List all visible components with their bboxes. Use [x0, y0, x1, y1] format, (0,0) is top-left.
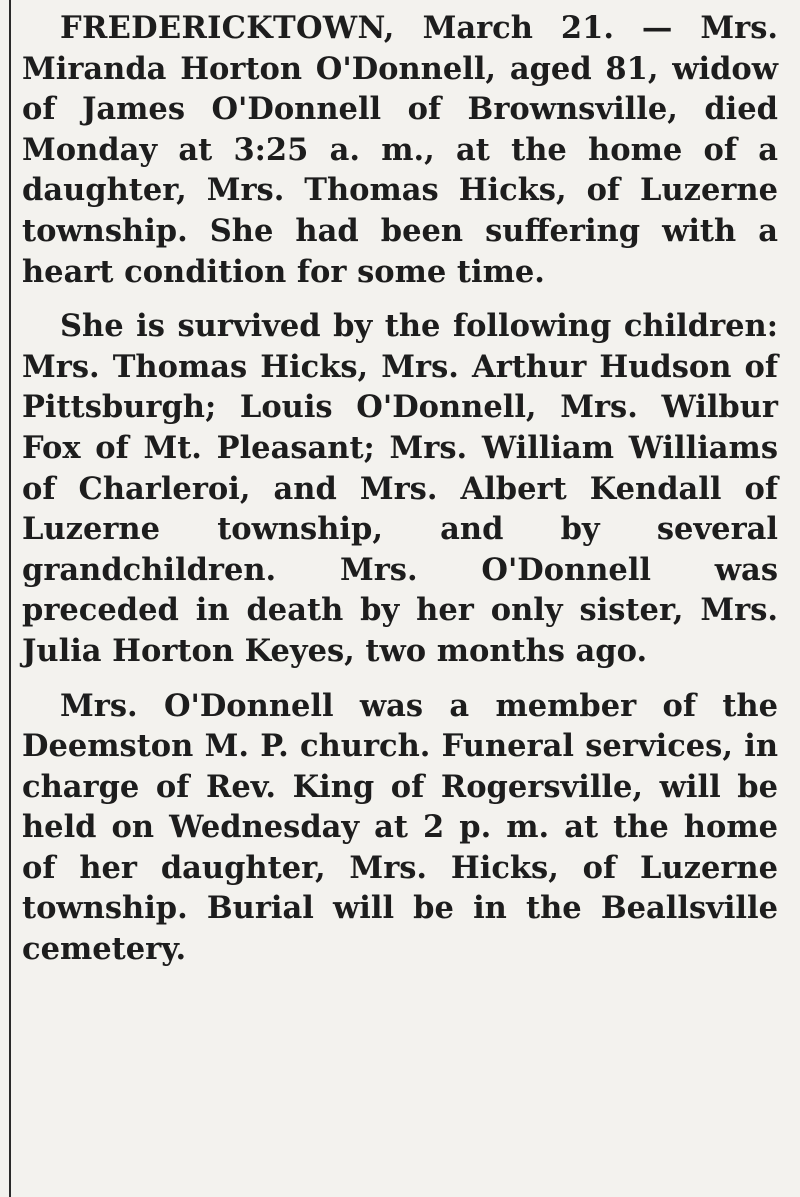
- article-paragraph-2: She is survived by the following children: Mrs. Thomas Hicks, Mrs. Arthur Hudson of Pittsburgh; Louis O'Donnell, Mrs. Wilbur Fox of Mt. Pleasant; Mrs. William Williams of Charleroi, and Mrs. Albert Kendall of Luzerne township, and by several grandchildren. Mrs. O'Donnell was preceded in death by her only sister, Mrs. Julia Horton Keyes, two months ago.: [22, 308, 778, 669]
- cut-off-headline-fragment: [14, 0, 774, 4]
- column-rule: [9, 0, 11, 1197]
- article-paragraph-3: Mrs. O'Donnell was a member of the Deemston M. P. church. Funeral services, in charge of Rev. King of Rogersville, will be held on Wednesday at 2 p. m. at the home of her daughter, Mrs. Hicks, of Luzerne township. Burial will be in the Beallsville cemetery.: [22, 687, 778, 968]
- article-paragraph-1: [22, 8, 778, 292]
- article-date: March 21. —: [422, 10, 673, 46]
- article-column: [22, 8, 778, 970]
- paragraph-1-text: Mrs. Miranda Horton O'Donnell, aged 81, widow of James O'Donnell of Brownsville, died Monday at 3:25 a. m., at the home of a daughter, Mrs. Thomas Hicks, of Luzerne township. She had been suffering with a heart condition for some time.: [22, 10, 778, 290]
- dateline: FREDERICKTOWN,: [60, 10, 395, 46]
